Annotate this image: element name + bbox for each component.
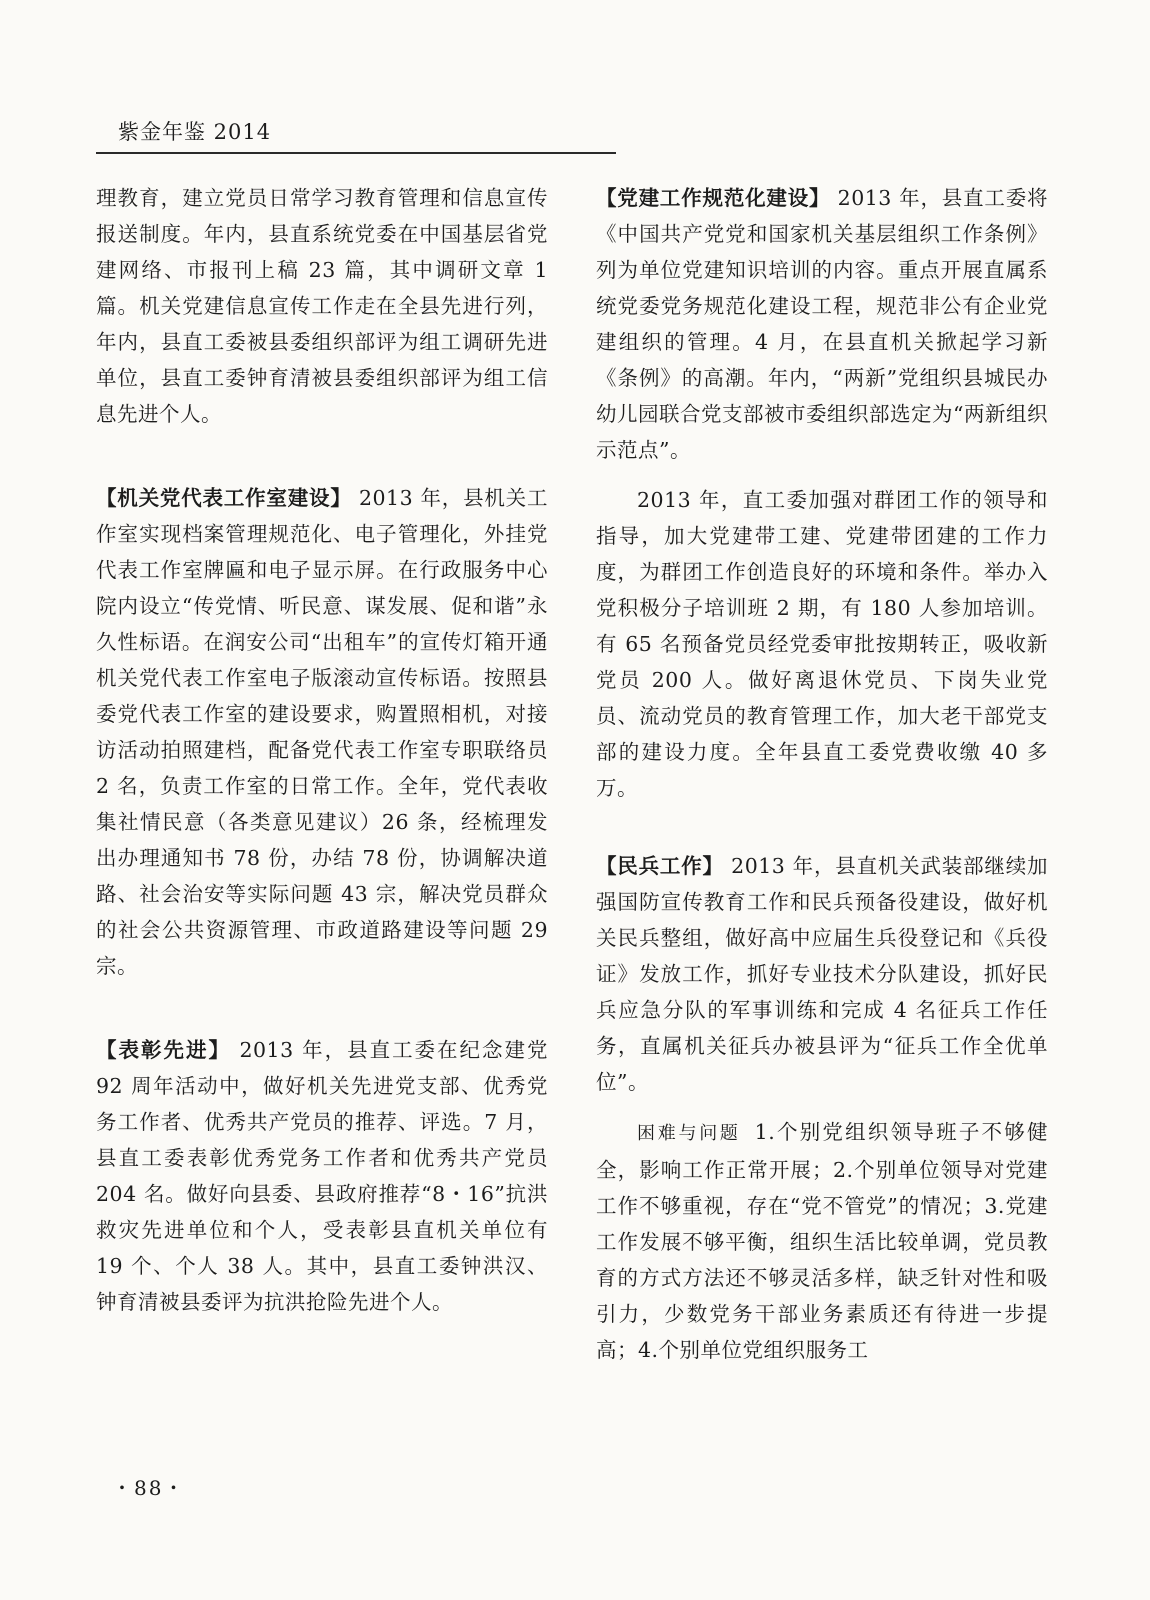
subsection-label: 困难与问题 [637, 1123, 741, 1144]
paragraph-difficulties [596, 1114, 1048, 1368]
header-divider [96, 152, 616, 154]
section-title: 【民兵工作】 [596, 854, 724, 878]
section-commendation [96, 1032, 548, 1320]
section-body: 2013 年，县直工委将《中国共产党党和国家机关基层组织工作条例》列为单位党建知识培训的内容。重点开展直属系统党委党务规范化建设工程，规范非公有企业党建组织的管理。4 月，在县直机关掀起学习新《条例》的高潮。年内，“两新”党组织县城民办幼儿园联合党支部被市委组织部选定为“两新组织示范点”。 [596, 186, 1048, 462]
left-column [96, 180, 548, 1320]
section-militia [596, 848, 1048, 1100]
section-body: 2013 年，县机关工作室实现档案管理规范化、电子管理化，外挂党代表工作室牌匾和电子显示屏。在行政服务中心院内设立“传党情、听民意、谋发展、促和谐”永久性标语。在润安公司“出租车”的宣传灯箱开通机关党代表工作室电子版滚动宣传标语。按照县委党代表工作室的建设要求，购置照相机，对接访活动拍照建档，配备党代表工作室专职联络员 2 名，负责工作室的日常工作。全年，党代表收集社情民意（各类意见建议）26 条，经梳理发出办理通知书 78 份，办结 78 份，协调解决道路、社会治安等实际问题 43 宗，解决党员群众的社会公共资源管理、市政道路建设等问题 29 宗。 [96, 486, 548, 978]
right-column [596, 180, 1048, 1368]
section-party-rep-office [96, 480, 548, 984]
page-header-title: 紫金年鉴 2014 [118, 120, 272, 144]
section-party-standardization [596, 180, 1048, 468]
paragraph-continued: 理教育，建立党员日常学习教育管理和信息宣传报送制度。年内，县直系统党委在中国基层省党建网络、市报刊上稿 23 篇，其中调研文章 1 篇。机关党建信息宣传工作走在全县先进行列，年内，县直工委被县委组织部评为组工调研先进单位，县直工委钟育清被县委组织部评为组工信息先进个人。 [96, 186, 548, 426]
section-title: 【机关党代表工作室建设】 [96, 486, 352, 510]
section-title: 【表彰先进】 [96, 1038, 231, 1062]
page-number: ・88・ [112, 1476, 186, 1500]
paragraph-group-work: 2013 年，直工委加强对群团工作的领导和指导，加大党建带工建、党建带团建的工作力度，为群团工作创造良好的环境和条件。举办入党积极分子培训班 2 期，有 180 人参加培训。有 65 名预备党员经党委审批按期转正，吸收新党员 200 人。做好离退休党员、下岗失业党员、流动党员的教育管理工作，加大老干部党支部的建设力度。全年县直工委党费收缴 40 多万。 [596, 488, 1048, 800]
subsection-body: 1.个别党组织领导班子不够健全，影响工作正常开展；2.个别单位领导对党建工作不够重视，存在“党不管党”的情况；3.党建工作发展不够平衡，组织生活比较单调，党员教育的方式方法还不够灵活多样，缺乏针对性和吸引力，少数党务干部业务素质还有待进一步提高；4.个别单位党组织服务工 [596, 1120, 1049, 1362]
section-title: 【党建工作规范化建设】 [596, 186, 831, 210]
section-body: 2013 年，县直工委在纪念建党 92 周年活动中，做好机关先进党支部、优秀党务工作者、优秀共产党员的推荐、评选。7 月，县直工委表彰优秀党务工作者和优秀共产党员 204 名。做好向县委、县政府推荐“8・16”抗洪救灾先进单位和个人，受表彰县直机关单位有 19 个、个人 38 人。其中，县直工委钟洪汉、钟育清被县委评为抗洪抢险先进个人。 [96, 1038, 549, 1314]
section-body: 2013 年，县直机关武装部继续加强国防宣传教育工作和民兵预备役建设，做好机关民兵整组，做好高中应届生兵役登记和《兵役证》发放工作，抓好专业技术分队建设，抓好民兵应急分队的军事训练和完成 4 名征兵工作任务，直属机关征兵办被县评为“征兵工作全优单位”。 [596, 854, 1049, 1094]
